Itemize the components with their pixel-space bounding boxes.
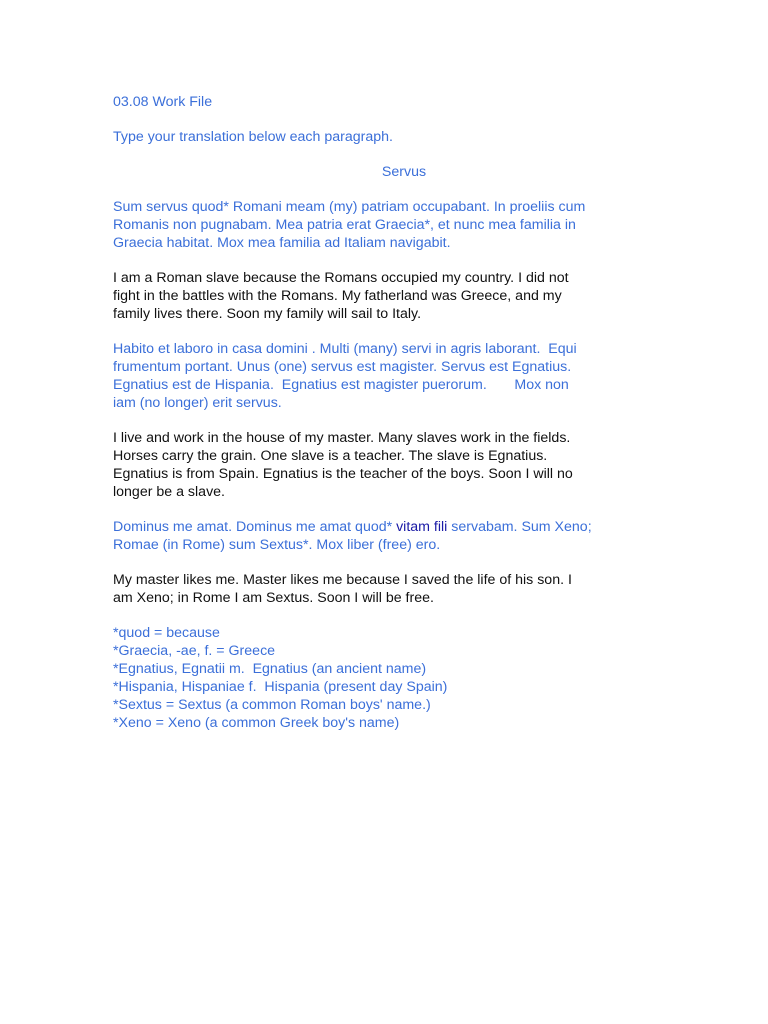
latin-paragraph-1 — [113, 198, 673, 252]
latin-line: Romanis non pugnabam. Mea patria erat Graecia*, et nunc mea familia in — [113, 217, 576, 233]
translation-line: fight in the battles with the Romans. My fatherland was Greece, and my — [113, 288, 562, 304]
note-line: *Egnatius, Egnatii m. Egnatius (an ancient name) — [113, 661, 427, 677]
translation-line: I live and work in the house of my master. Many slaves work in the fields. — [113, 430, 571, 446]
translation-line: Egnatius is from Spain. Egnatius is the teacher of the boys. Soon I will no — [113, 466, 573, 482]
spacer — [113, 252, 673, 269]
translation-paragraph-3[interactable] — [113, 571, 673, 607]
translation-line: Horses carry the grain. One slave is a teacher. The slave is Egnatius. — [113, 448, 548, 464]
vocabulary-notes — [113, 624, 673, 732]
latin-text: Dominus me amat. Dominus me amat quod* — [113, 519, 397, 535]
latin-line: Graecia habitat. Mox mea familia ad Italiam navigabit. — [113, 235, 451, 251]
spacer — [113, 181, 673, 198]
latin-line: Romae (in Rome) sum Sextus*. Mox liber (free) ero. — [113, 537, 441, 553]
spacer — [113, 111, 673, 128]
latin-line: iam (no longer) erit servus. — [113, 395, 282, 411]
latin-line: Sum servus quod* Romani meam (my) patriam occupabant. In proeliis cum — [113, 199, 586, 215]
spacer — [113, 501, 673, 518]
spacer — [113, 323, 673, 340]
latin-line — [113, 518, 673, 536]
spacer — [113, 412, 673, 429]
highlighted-phrase: vitam fili — [396, 519, 448, 535]
translation-paragraph-1[interactable] — [113, 269, 673, 323]
latin-paragraph-2 — [113, 340, 673, 412]
latin-paragraph-3 — [113, 518, 673, 554]
spacer — [113, 607, 673, 624]
spacer — [113, 554, 673, 571]
spacer — [113, 146, 673, 163]
latin-line: Habito et laboro in casa domini . Multi (many) servi in agris laborant. Equi — [113, 341, 577, 357]
note-line: *Hispania, Hispaniae f. Hispania (present day Spain) — [113, 679, 448, 695]
translation-line: family lives there. Soon my family will sail to Italy. — [113, 306, 422, 322]
latin-text: servabam. Sum Xeno; — [447, 519, 592, 535]
document-heading: 03.08 Work File — [113, 94, 213, 110]
translation-line: My master likes me. Master likes me because I saved the life of his son. I — [113, 572, 572, 588]
latin-line: frumentum portant. Unus (one) servus est magister. Servus est Egnatius. — [113, 359, 572, 375]
translation-line: I am a Roman slave because the Romans occupied my country. I did not — [113, 270, 569, 286]
note-line: *quod = because — [113, 625, 220, 641]
translation-paragraph-2[interactable] — [113, 429, 673, 501]
section-title: Servus — [381, 164, 427, 180]
note-line: *Xeno = Xeno (a common Greek boy's name) — [113, 715, 400, 731]
note-line: *Sextus = Sextus (a common Roman boys' name.) — [113, 697, 431, 713]
work-file-page — [113, 93, 673, 732]
translation-line: longer be a slave. — [113, 484, 225, 500]
latin-line: Egnatius est de Hispania. Egnatius est magister puerorum. Mox non — [113, 377, 569, 393]
note-line: *Graecia, -ae, f. = Greece — [113, 643, 276, 659]
translation-line: am Xeno; in Rome I am Sextus. Soon I will be free. — [113, 590, 434, 606]
instruction-text: Type your translation below each paragraph. — [113, 129, 393, 145]
